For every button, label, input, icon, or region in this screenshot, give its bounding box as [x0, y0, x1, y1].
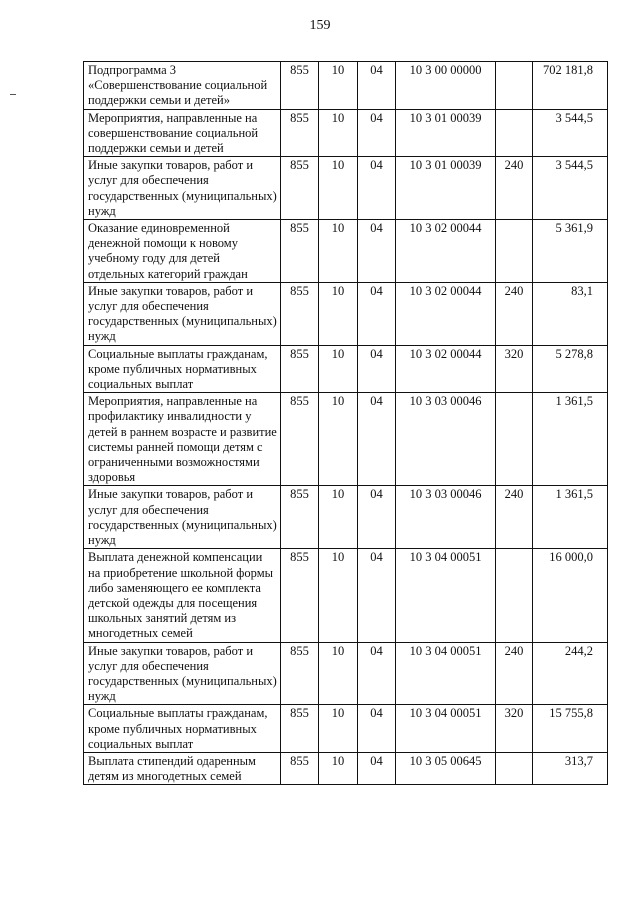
row-expense-type: 240: [496, 642, 533, 705]
row-name: Мероприятия, направленные на профилактику инвалидности у детей в раннем возрасте и развитие системы ранней помощи детям с ограниченными возможностями здоровья: [84, 393, 281, 486]
row-amount: 83,1: [533, 282, 608, 345]
row-ministry-code: 855: [281, 109, 319, 157]
table-row: [84, 157, 608, 220]
row-ministry-code: 855: [281, 220, 319, 283]
row-name: Выплата денежной компенсации на приобретение школьной формы либо заменяющего ее комплекта детской одежды для посещения школьных занятий детям из многодетных семей: [84, 549, 281, 642]
row-expense-type: 240: [496, 282, 533, 345]
row-expense-type: [496, 220, 533, 283]
row-expense-type: 320: [496, 705, 533, 753]
row-name: Оказание единовременной денежной помощи к новому учебному году для детей отдельных категорий граждан: [84, 220, 281, 283]
row-section-code: 10: [319, 220, 358, 283]
row-target-code: 10 3 03 00046: [396, 393, 496, 486]
table-body: [84, 62, 608, 785]
row-subsection-code: 04: [358, 157, 396, 220]
table-row: [84, 220, 608, 283]
row-section-code: 10: [319, 109, 358, 157]
row-section-code: 10: [319, 486, 358, 549]
row-name: Иные закупки товаров, работ и услуг для обеспечения государственных (муниципальных) нужд: [84, 642, 281, 705]
row-amount: 1 361,5: [533, 486, 608, 549]
row-subsection-code: 04: [358, 393, 396, 486]
row-subsection-code: 04: [358, 282, 396, 345]
row-section-code: 10: [319, 705, 358, 753]
page-number: 159: [309, 18, 331, 33]
row-section-code: 10: [319, 549, 358, 642]
row-ministry-code: 855: [281, 157, 319, 220]
row-subsection-code: 04: [358, 62, 396, 110]
row-ministry-code: 855: [281, 393, 319, 486]
row-name: Иные закупки товаров, работ и услуг для обеспечения государственных (муниципальных) нужд: [84, 486, 281, 549]
table-row: [84, 642, 608, 705]
table-row: [84, 109, 608, 157]
row-ministry-code: 855: [281, 549, 319, 642]
row-amount: 16 000,0: [533, 549, 608, 642]
row-expense-type: [496, 62, 533, 110]
row-ministry-code: 855: [281, 62, 319, 110]
row-section-code: 10: [319, 282, 358, 345]
row-target-code: 10 3 04 00051: [396, 705, 496, 753]
table-row: [84, 549, 608, 642]
budget-table: [83, 61, 608, 785]
row-expense-type: [496, 549, 533, 642]
row-subsection-code: 04: [358, 705, 396, 753]
row-expense-type: [496, 109, 533, 157]
row-ministry-code: 855: [281, 282, 319, 345]
row-subsection-code: 04: [358, 752, 396, 784]
row-target-code: 10 3 05 00645: [396, 752, 496, 784]
row-ministry-code: 855: [281, 642, 319, 705]
row-target-code: 10 3 00 00000: [396, 62, 496, 110]
row-expense-type: 240: [496, 486, 533, 549]
row-ministry-code: 855: [281, 345, 319, 393]
row-target-code: 10 3 02 00044: [396, 345, 496, 393]
row-section-code: 10: [319, 642, 358, 705]
row-section-code: 10: [319, 345, 358, 393]
row-expense-type: [496, 393, 533, 486]
row-target-code: 10 3 01 00039: [396, 109, 496, 157]
row-subsection-code: 04: [358, 109, 396, 157]
row-subsection-code: 04: [358, 549, 396, 642]
table-row: [84, 705, 608, 753]
row-subsection-code: 04: [358, 220, 396, 283]
row-ministry-code: 855: [281, 486, 319, 549]
row-expense-type: 240: [496, 157, 533, 220]
row-ministry-code: 855: [281, 705, 319, 753]
row-target-code: 10 3 01 00039: [396, 157, 496, 220]
row-amount: 702 181,8: [533, 62, 608, 110]
row-section-code: 10: [319, 393, 358, 486]
row-amount: 3 544,5: [533, 157, 608, 220]
row-section-code: 10: [319, 752, 358, 784]
row-name: Выплата стипендий одаренным детям из многодетных семей: [84, 752, 281, 784]
table-row: [84, 393, 608, 486]
table-row: [84, 282, 608, 345]
row-name: Социальные выплаты гражданам, кроме публичных нормативных социальных выплат: [84, 345, 281, 393]
row-amount: 3 544,5: [533, 109, 608, 157]
row-amount: 244,2: [533, 642, 608, 705]
table-row: [84, 752, 608, 784]
row-name: Подпрограмма 3 «Совершенствование социальной поддержки семьи и детей»: [84, 62, 281, 110]
table-row: [84, 345, 608, 393]
row-subsection-code: 04: [358, 642, 396, 705]
row-target-code: 10 3 04 00051: [396, 642, 496, 705]
row-amount: 5 361,9: [533, 220, 608, 283]
row-target-code: 10 3 02 00044: [396, 220, 496, 283]
row-target-code: 10 3 03 00046: [396, 486, 496, 549]
row-amount: 313,7: [533, 752, 608, 784]
scan-mark: [10, 94, 16, 95]
row-expense-type: 320: [496, 345, 533, 393]
table-row: [84, 486, 608, 549]
row-amount: 15 755,8: [533, 705, 608, 753]
row-subsection-code: 04: [358, 345, 396, 393]
row-expense-type: [496, 752, 533, 784]
row-name: Иные закупки товаров, работ и услуг для обеспечения государственных (муниципальных) нужд: [84, 157, 281, 220]
row-amount: 5 278,8: [533, 345, 608, 393]
row-ministry-code: 855: [281, 752, 319, 784]
row-subsection-code: 04: [358, 486, 396, 549]
row-section-code: 10: [319, 157, 358, 220]
row-target-code: 10 3 02 00044: [396, 282, 496, 345]
row-name: Социальные выплаты гражданам, кроме публичных нормативных социальных выплат: [84, 705, 281, 753]
row-name: Мероприятия, направленные на совершенствование социальной поддержки семьи и детей: [84, 109, 281, 157]
row-name: Иные закупки товаров, работ и услуг для обеспечения государственных (муниципальных) нужд: [84, 282, 281, 345]
row-amount: 1 361,5: [533, 393, 608, 486]
table-row: [84, 62, 608, 110]
row-section-code: 10: [319, 62, 358, 110]
row-target-code: 10 3 04 00051: [396, 549, 496, 642]
